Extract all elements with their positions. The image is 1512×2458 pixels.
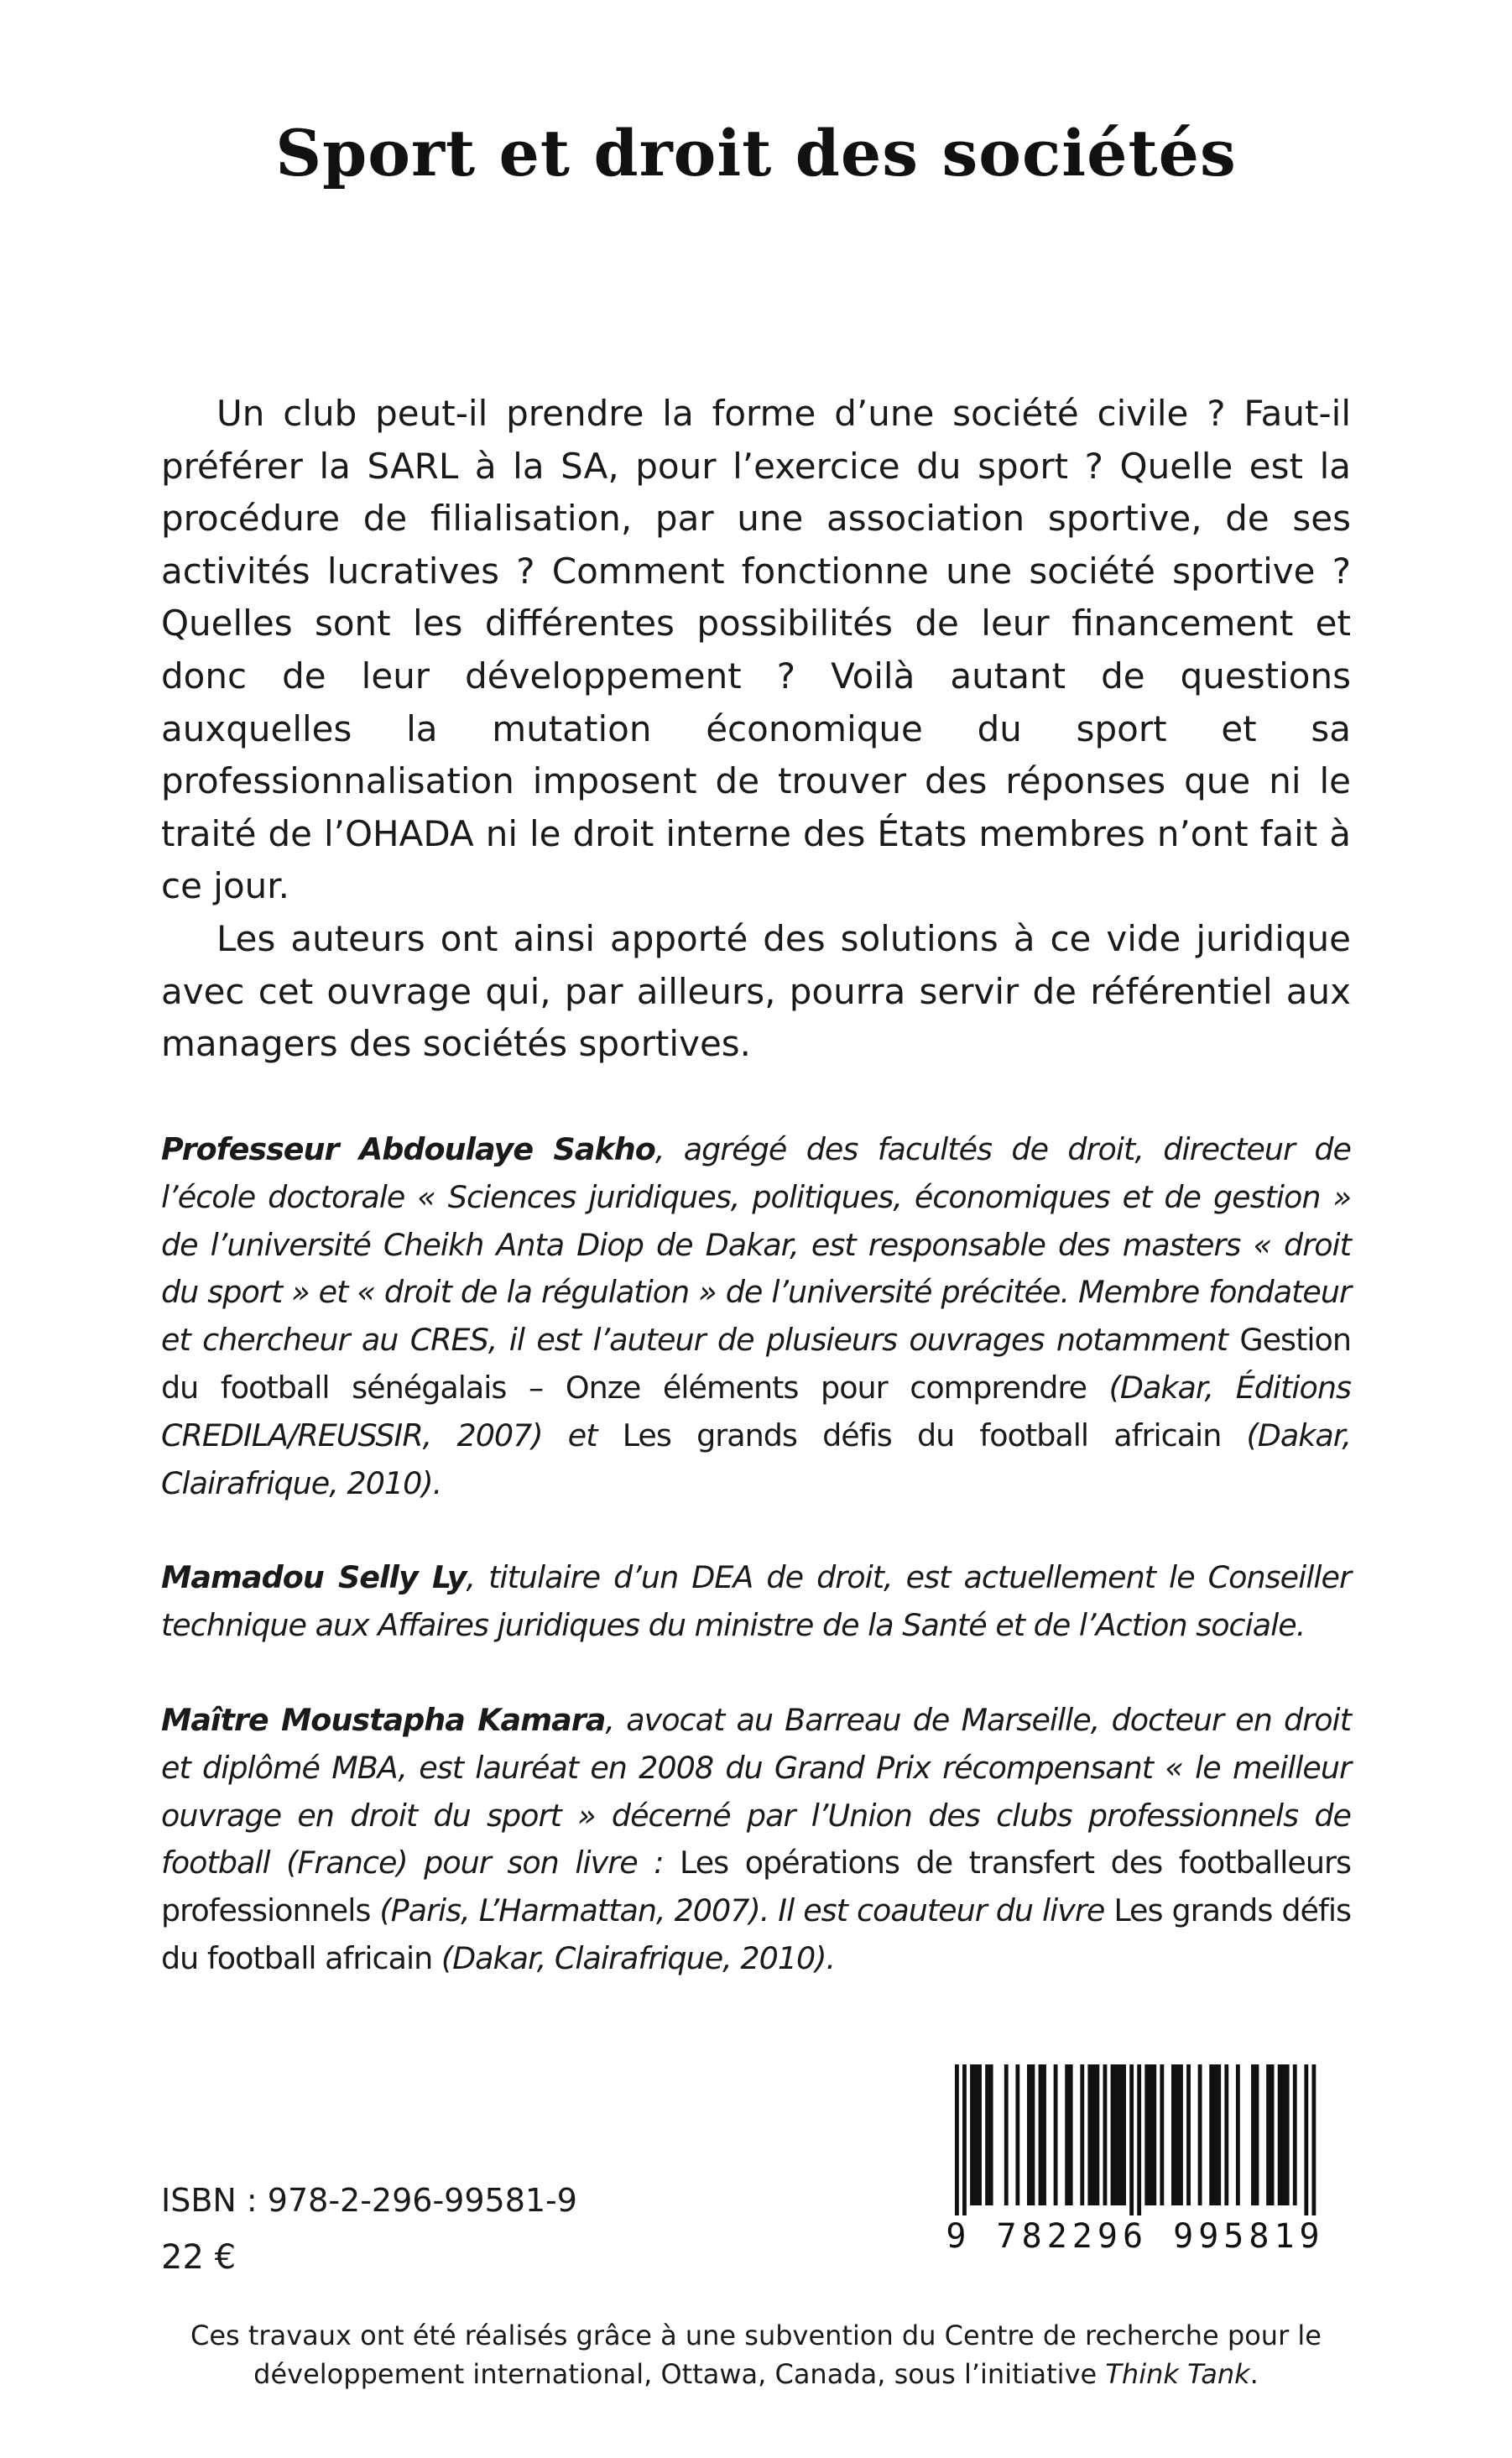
bio-text: (Paris, L’Harmattan, 2007). Il est coauteur du livre: [370, 1892, 1114, 1929]
isbn-number: ISBN : 978-2-296-99581-9: [161, 2182, 577, 2219]
book-reference: Les grands défis du football africain: [161, 1892, 1351, 1976]
barcode-bar: [1236, 2064, 1240, 2205]
barcode-bar: [1281, 2064, 1285, 2205]
barcode-bar: [1129, 2064, 1134, 2215]
ean13-barcode-icon: [915, 2048, 1356, 2224]
bio-text: (Dakar, Clairafrique, 2010).: [432, 1939, 836, 1976]
barcode-bar: [1092, 2064, 1096, 2205]
barcode-bar: [978, 2064, 982, 2205]
bio-mamadou-selly-ly: [161, 1554, 1351, 1650]
barcode-bar: [1179, 2064, 1183, 2205]
barcode-bar: [1186, 2064, 1191, 2205]
funding-note-end: .: [1249, 2358, 1259, 2390]
barcode-bar: [1144, 2064, 1149, 2205]
bio-abdoulaye-sakho: [161, 1126, 1351, 1507]
barcode-bar: [1285, 2064, 1290, 2205]
barcode-bar: [1027, 2064, 1031, 2205]
barcode-bar: [1039, 2064, 1043, 2205]
barcode-bar: [1198, 2064, 1202, 2205]
barcode-bar: [962, 2064, 967, 2215]
barcode-bar: [1042, 2064, 1046, 2205]
barcode-bar: [1118, 2064, 1123, 2205]
barcode-bar: [1251, 2064, 1255, 2205]
barcode-bar: [974, 2064, 978, 2205]
funding-note-emphasis: Think Tank: [1105, 2358, 1250, 2390]
barcode-bar: [1031, 2064, 1035, 2205]
barcode-bar: [1171, 2064, 1176, 2205]
barcode-bar: [1213, 2064, 1217, 2205]
bio-text: , avocat au Barreau de Marseille, docteur en droit et diplômé MBA, est lauréat en 2008 du Grand Prix récompensant « le meilleur ouvrage en droit du sport » décerné par l’Union des clubs professionnels de football (France) pour son livre :: [161, 1701, 1352, 1881]
book-reference: Les opérations de transfert des footballeurs professionnels: [161, 1845, 1352, 1929]
barcode-bar: [989, 2064, 993, 2205]
barcode-bar: [1080, 2064, 1084, 2205]
barcode-digits: 9 782296 995819: [946, 2217, 1325, 2256]
summary-paragraph-2: Les auteurs ont ainsi apporté des solutions à ce vide juridique avec cet ouvrage qui, par ailleurs, pourra servir de référentiel aux managers des sociétés sportives.: [161, 917, 1351, 1065]
barcode-bar: [970, 2064, 974, 2205]
barcode-bar: [1176, 2064, 1180, 2205]
book-title: Sport et droit des sociétés: [275, 116, 1237, 190]
back-cover-summary: [161, 388, 1351, 1071]
barcode-bar: [1114, 2064, 1118, 2205]
book-reference: Gestion du football sénégalais – Onze éléments pour comprendre: [161, 1322, 1351, 1406]
barcode-bar: [1111, 2064, 1115, 2205]
barcode-bar: [1004, 2064, 1009, 2205]
barcode-bar: [1103, 2064, 1108, 2205]
barcode-bar: [1224, 2064, 1228, 2205]
barcode-bar: [1015, 2064, 1019, 2205]
barcode-bar: [1266, 2064, 1270, 2205]
bio-text: (Dakar, Éditions CREDILA/REUSSIR, 2007) et: [161, 1369, 1352, 1453]
funding-note: [168, 2316, 1344, 2393]
barcode-bar: [1122, 2064, 1126, 2205]
barcode-bar: [985, 2064, 989, 2205]
barcode-bar: [1209, 2064, 1213, 2205]
bio-text: , agrégé des facultés de droit, directeur de l’école doctorale « Sciences juridiques, politiques, économiques et de gestion » de l’université Cheikh Anta Diop de Dakar, est responsable des masters « droit du sport » et « droit de la régulation » de l’université précitée. Membre fondateur et chercheur au CRES, il est l’auteur de plusieurs ouvrages notamment: [161, 1131, 1351, 1359]
bio-text: , titulaire d’un DEA de droit, est actuellement le Conseiller technique aux Affaires juridiques du ministre de la Santé et de l’Action sociale.: [161, 1559, 1351, 1644]
barcode-bar: [1160, 2064, 1164, 2205]
barcode-bar: [1255, 2064, 1259, 2205]
barcode-bar: [1065, 2064, 1069, 2205]
barcode-bar: [1095, 2064, 1099, 2205]
author-name: Mamadou Selly Ly: [161, 1559, 467, 1596]
barcode-bar: [1217, 2064, 1221, 2205]
barcode-bar: [1304, 2064, 1308, 2215]
author-name: Professeur Abdoulaye Sakho: [161, 1131, 655, 1167]
barcode-bar: [1293, 2064, 1297, 2205]
barcode-bar: [1054, 2064, 1058, 2205]
book-reference: Les grands défis du football africain: [622, 1417, 1222, 1453]
summary-paragraph-1: Un club peut-il prendre la forme d’une société civile ? Faut-il préférer la SARL à la SA, pour l’exercice du sport ? Quelle est la procédure de filialisation, par une association sportive, de ses activités lucratives ? Comment fonctionne une société sportive ? Quelles sont les différentes possibilités de leur financement et donc de leur développement ? Voilà autant de questions auxquelles la mutation économique du sport et sa professionnalisation imposent de trouver des réponses que ni le traité de l’OHADA ni le droit interne des États membres n’ont fait à ce jour.: [161, 393, 1351, 907]
barcode-bar: [1152, 2064, 1156, 2205]
barcode-bar: [1270, 2064, 1275, 2205]
barcode-bar: [1149, 2064, 1153, 2205]
author-biographies: [161, 1126, 1351, 2030]
barcode-bar: [1087, 2064, 1092, 2205]
barcode-bar: [1069, 2064, 1073, 2205]
author-name: Maître Moustapha Kamara: [161, 1701, 606, 1738]
barcode: [915, 2048, 1356, 2264]
funding-note-text: Ces travaux ont été réalisés grâce à une subvention du Centre de recherche pour le développement international, Ottawa, Canada, sous l’initiative: [190, 2320, 1322, 2390]
barcode-bar: [1137, 2064, 1141, 2215]
bio-moustapha-kamara: [161, 1697, 1351, 1983]
barcode-bar: [955, 2064, 959, 2215]
bio-text: (Dakar, Clairafrique, 2010).: [161, 1417, 1352, 1501]
price-label: 22 €: [161, 2238, 237, 2277]
barcode-bar: [1278, 2064, 1282, 2205]
barcode-bar: [1311, 2064, 1316, 2215]
